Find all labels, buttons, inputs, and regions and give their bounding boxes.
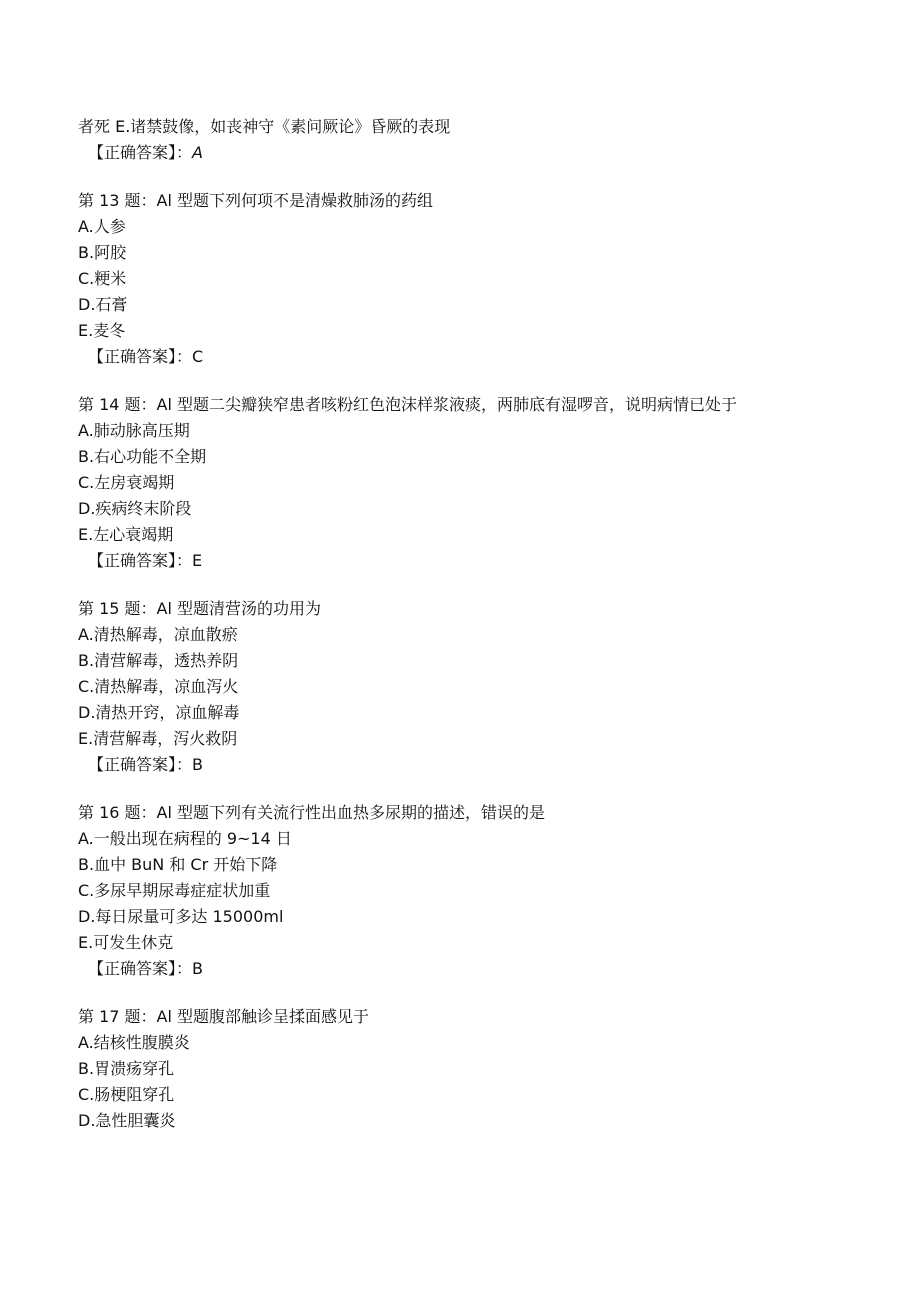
option-b: B.右心功能不全期 <box>78 447 207 466</box>
answer-separator: ： <box>176 143 193 162</box>
answer-value: A <box>192 143 203 162</box>
answer-label: 【正确答案】 <box>88 959 177 978</box>
question-title: 第 13 题：Al 型题下列何项不是清燥救肺汤的药组 <box>78 191 434 210</box>
option-d: D.每日尿量可多达 15000ml <box>78 907 284 926</box>
question-title: 第 17 题：Al 型题腹部触诊呈揉面感见于 <box>78 1007 370 1026</box>
option-b: B.血中 BuN 和 Cr 开始下降 <box>78 855 278 874</box>
option-c: C.肠梗阻穿孔 <box>78 1085 175 1104</box>
answer-value: ：B <box>176 959 203 978</box>
answer-label: 【正确答案】 <box>88 755 177 774</box>
option-d: D.清热开窍，凉血解毒 <box>78 703 240 722</box>
option-d: D.疾病终末阶段 <box>78 499 192 518</box>
answer-value: ：E <box>176 551 203 570</box>
option-c: C.清热解毒，凉血泻火 <box>78 677 239 696</box>
option-c: C.粳米 <box>78 269 127 288</box>
question-title: 第 16 题：Al 型题下列有关流行性出血热多尿期的描述，错误的是 <box>78 803 546 822</box>
intro-line: 者死 E.诸禁鼓像，如丧神守《素问厥论》昏厥的表现 <box>78 117 451 136</box>
intro-block <box>78 114 878 166</box>
option-e: E.麦冬 <box>78 321 126 340</box>
option-e: E.可发生休克 <box>78 933 174 952</box>
question-13 <box>78 188 878 370</box>
answer-line <box>78 344 878 370</box>
answer-value: ：B <box>176 755 203 774</box>
answer-line <box>78 548 878 574</box>
option-b: B.清营解毒，透热养阴 <box>78 651 239 670</box>
option-d: D.急性胆囊炎 <box>78 1111 176 1130</box>
option-c: C.多尿早期尿毒症症状加重 <box>78 881 271 900</box>
option-a: A.清热解毒，凉血散瘀 <box>78 625 238 644</box>
answer-value: ：C <box>176 347 204 366</box>
option-b: B.阿胶 <box>78 243 127 262</box>
option-d: D.石膏 <box>78 295 128 314</box>
question-14 <box>78 392 878 574</box>
answer-line <box>78 752 878 778</box>
option-a: A.结核性腹膜炎 <box>78 1033 190 1052</box>
option-a: A.一般出现在病程的 9~14 日 <box>78 829 292 848</box>
option-e: E.左心衰竭期 <box>78 525 174 544</box>
question-title: 第 14 题：Al 型题二尖瓣狭窄患者咳粉红色泡沫样浆液痰，两肺底有湿啰音，说明病情已处于 <box>78 395 738 414</box>
answer-label: 【正确答案】 <box>88 143 177 162</box>
question-15 <box>78 596 878 778</box>
answer-line <box>78 956 878 982</box>
option-c: C.左房衰竭期 <box>78 473 175 492</box>
option-e: E.清营解毒，泻火救阴 <box>78 729 238 748</box>
document-page <box>78 114 878 1134</box>
answer-line <box>78 140 878 166</box>
question-17 <box>78 1004 878 1134</box>
question-title: 第 15 题：Al 型题清营汤的功用为 <box>78 599 322 618</box>
answer-label: 【正确答案】 <box>88 551 177 570</box>
option-b: B.胃溃疡穿孔 <box>78 1059 175 1078</box>
question-16 <box>78 800 878 982</box>
option-a: A.肺动脉高压期 <box>78 421 190 440</box>
answer-label: 【正确答案】 <box>88 347 177 366</box>
option-a: A.人参 <box>78 217 126 236</box>
